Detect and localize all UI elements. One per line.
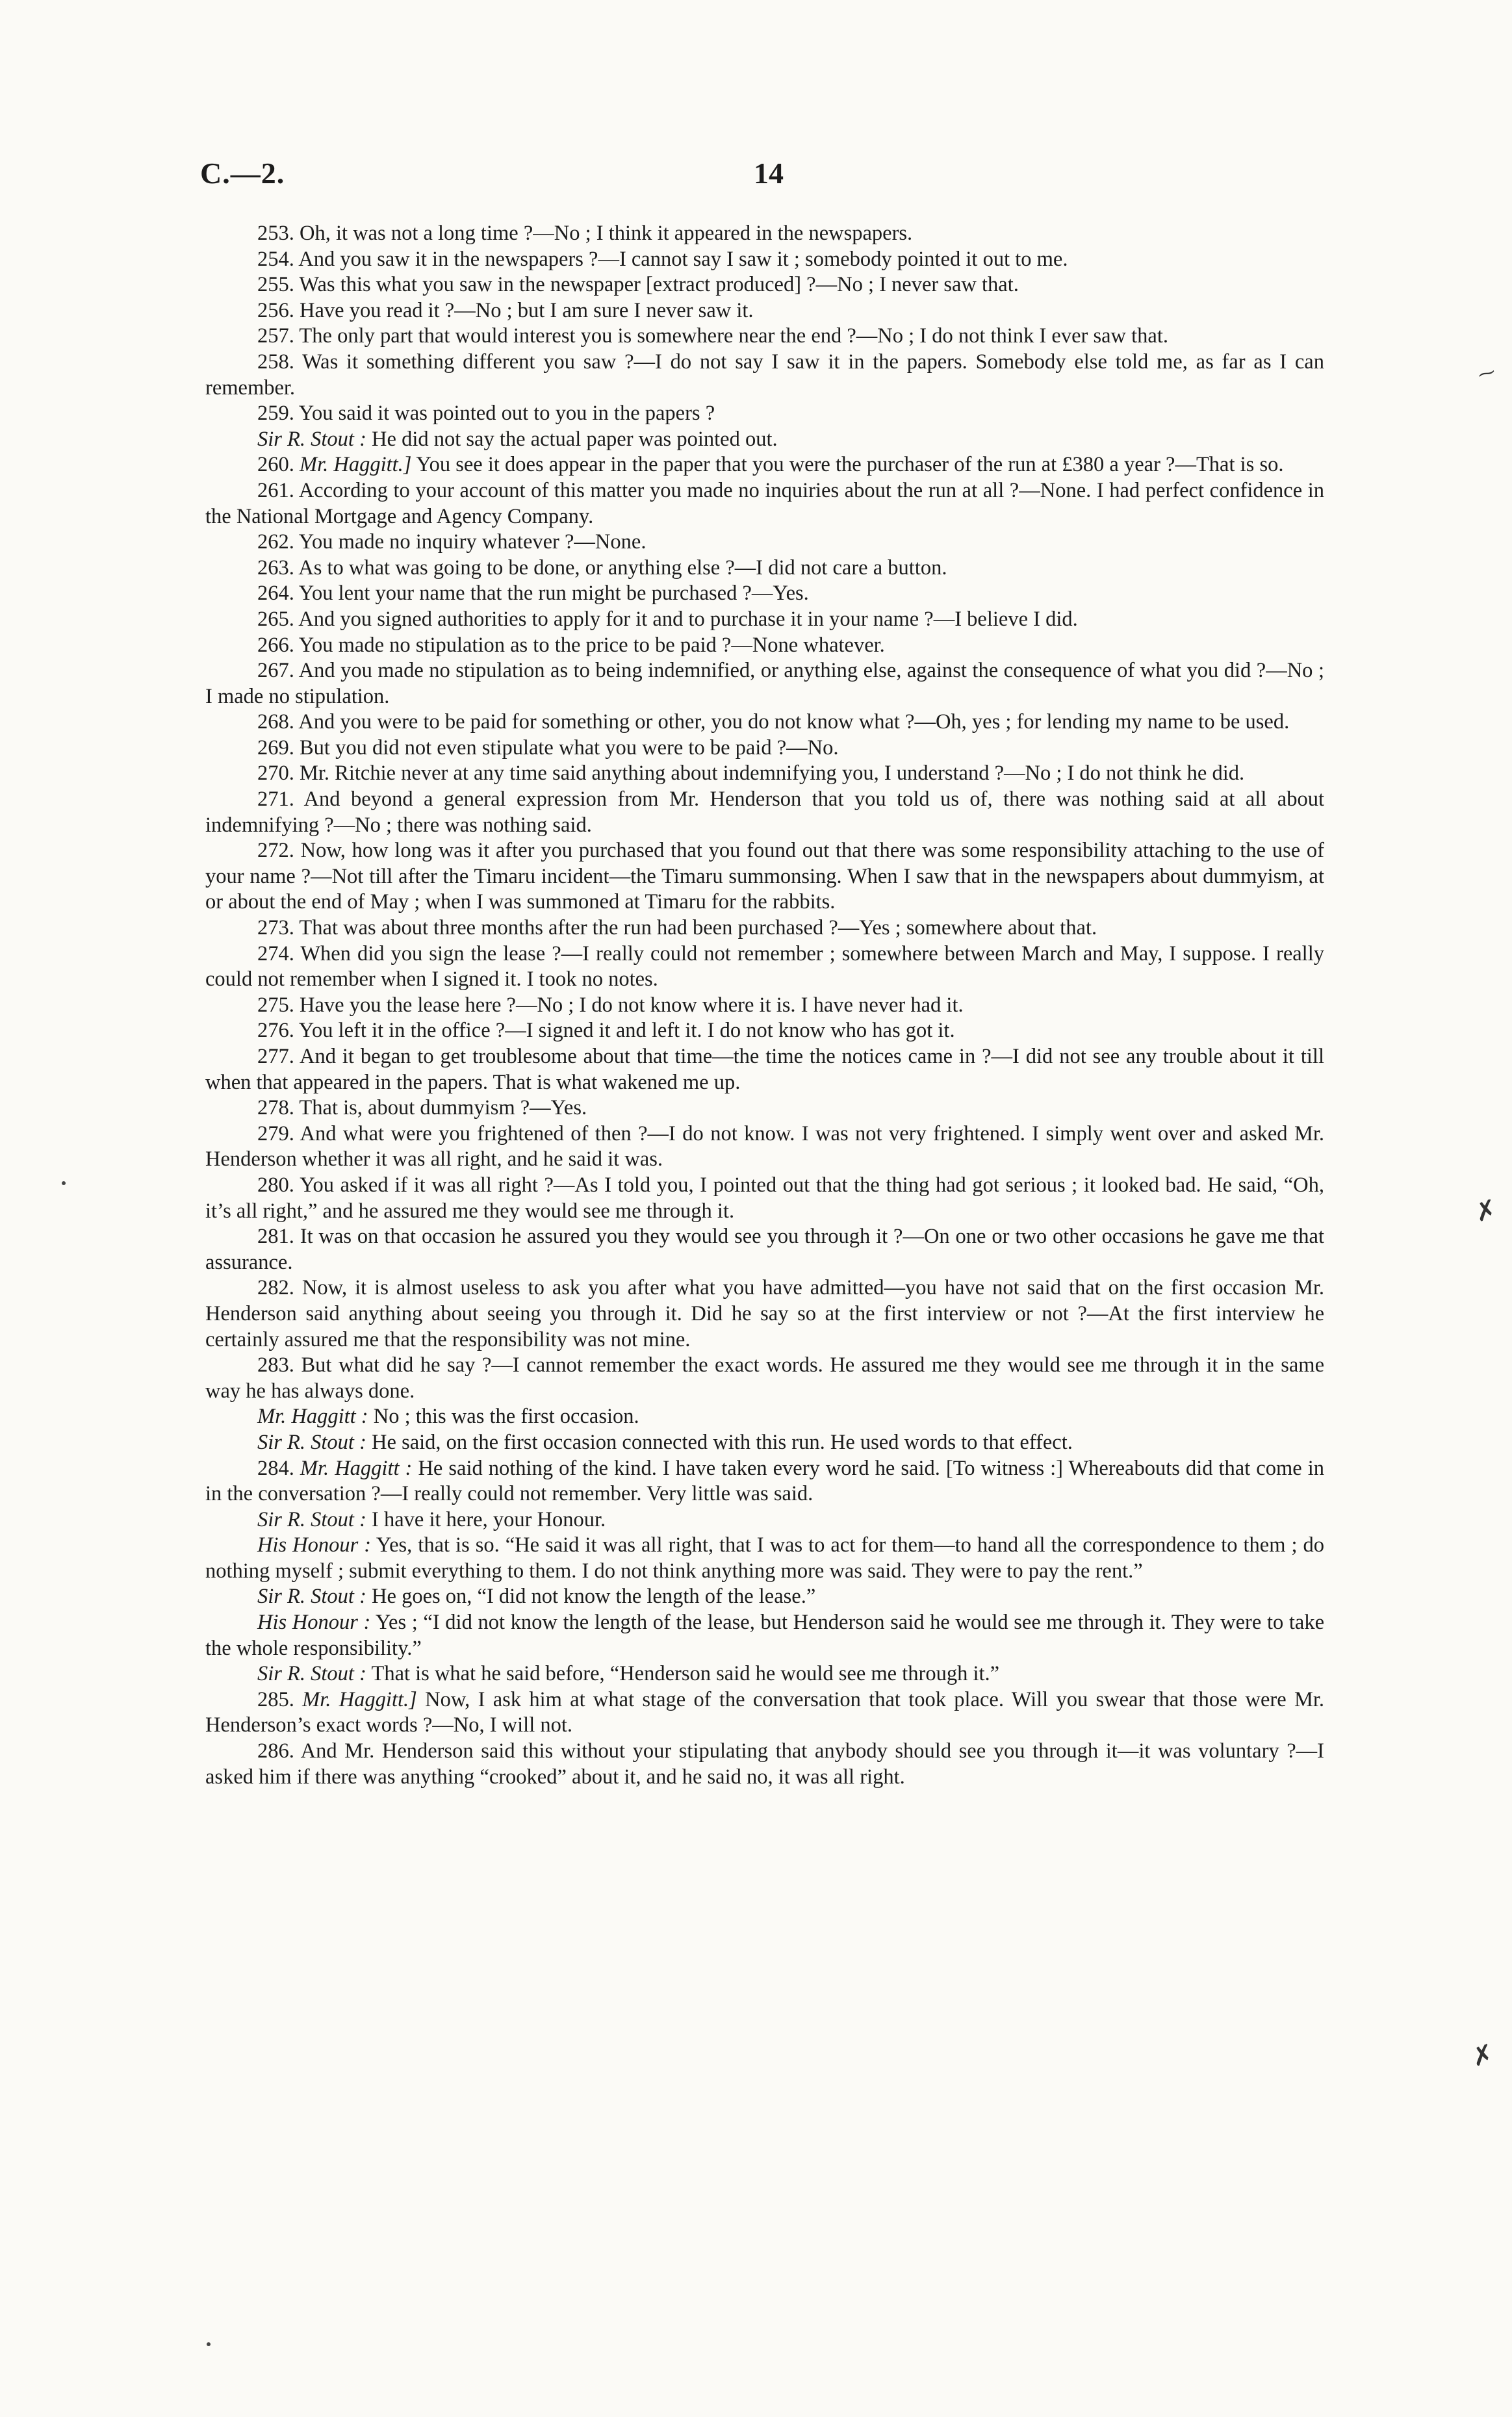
question-number: 270. xyxy=(257,761,294,786)
question-number: 260. xyxy=(257,453,294,477)
question-number: 273. xyxy=(257,916,294,940)
paragraph-text: The only part that would interest you is somewhere near the end ?—No ; I do not think I ever saw that. xyxy=(299,324,1168,348)
paragraph-text: You made no inquiry whatever ?—None. xyxy=(298,530,647,554)
paragraph-text: You said it was pointed out to you in the papers ? xyxy=(298,402,715,426)
testimony-paragraph xyxy=(205,1404,1324,1430)
paragraph-text: According to your account of this matter you made no inquiries about the run at all ?—None. I had perfect confidence in the National Mortgage and Agency Company. xyxy=(205,478,1324,528)
testimony-paragraph xyxy=(205,633,1324,659)
testimony-paragraph xyxy=(205,607,1324,633)
speaker-name: Sir R. Stout : xyxy=(257,1507,366,1531)
paragraph-text: You lent your name that the run might be purchased ?—Yes. xyxy=(298,582,809,606)
margin-mark-middle: ✗ xyxy=(1471,1194,1500,1228)
speaker-name: Sir R. Stout : xyxy=(257,1662,366,1686)
paragraph-text: And you saw it in the newspapers ?—I cannot say I saw it ; somebody pointed it out to me. xyxy=(298,247,1068,271)
paragraph-text: And beyond a general expression from Mr. Henderson that you told us of, there was nothing said at all about indemnifying ?—No ; there was nothing said. xyxy=(205,787,1324,837)
paragraph-text: It was on that occasion he assured you they would see you through it ?—On one or two other occasions he gave me that assurance. xyxy=(205,1225,1324,1274)
paragraph-text: And you were to be paid for something or other, you do not know what ?—Oh, yes ; for lending my name to be used. xyxy=(298,710,1290,734)
question-number: 253. xyxy=(257,222,294,245)
paragraph-text: You left it in the office ?—I signed it and left it. I do not know who has got it. xyxy=(298,1019,955,1043)
question-number: 278. xyxy=(257,1096,294,1120)
paragraph-text: And you made no stipulation as to being indemnified, or anything else, against the consequence of what you did ?—No ; I made no stipulation. xyxy=(205,659,1324,708)
speaker-name: Mr. Haggitt.] xyxy=(302,1687,417,1711)
document-code: C.—2. xyxy=(200,157,285,190)
question-number: 259. xyxy=(257,402,294,426)
speaker-name: Sir R. Stout : xyxy=(257,1430,366,1454)
paragraph-text: You asked if it was all right ?—As I told you, I pointed out that the thing had got serious ; it looked bad. He said, “Oh, it’s all right,” and he assured me they would see me through it. xyxy=(205,1173,1325,1223)
page-number: 14 xyxy=(754,157,784,190)
question-number: 262. xyxy=(257,530,294,554)
testimony-paragraph xyxy=(205,1456,1324,1507)
paragraph-text: Now, how long was it after you purchased that you found out that there was some responsibility attaching to the use of your name ?—Not till after the Timaru incident—the Timaru summonsing. When I saw that in the newspapers about dummyism, at or about the end of May ; when I was summoned at Timaru for the rabbits. xyxy=(205,839,1324,914)
paragraph-text: Have you the lease here ?—No ; I do not know where it is. I have never had it. xyxy=(300,993,964,1017)
testimony-paragraph xyxy=(205,1353,1324,1404)
testimony-paragraph xyxy=(205,556,1324,582)
paragraph-text: Yes ; “I did not know the length of the lease, but Henderson said he would see me through it. They were to take the whole responsibility.” xyxy=(205,1611,1324,1660)
question-number: 258. xyxy=(257,350,294,374)
speaker-name: His Honour : xyxy=(257,1533,372,1557)
testimony-paragraph xyxy=(205,298,1324,324)
paragraph-text: Was this what you saw in the newspaper [extract produced] ?—No ; I never saw that. xyxy=(299,273,1019,297)
question-number: 256. xyxy=(257,298,294,322)
testimony-paragraph xyxy=(205,1507,1324,1533)
testimony-paragraph xyxy=(205,1533,1324,1584)
speaker-name: Sir R. Stout : xyxy=(257,427,366,451)
margin-dot-bottom xyxy=(207,2342,211,2346)
testimony-paragraph xyxy=(205,1044,1324,1095)
testimony-paragraph xyxy=(205,401,1324,427)
speaker-name: Sir R. Stout : xyxy=(257,1585,366,1609)
paragraph-text: You see it does appear in the paper that you were the purchaser of the run at £380 a year ?—That is so. xyxy=(416,453,1284,477)
paragraph-text: Was it something different you saw ?—I do not say I saw it in the papers. Somebody else told me, as far as I can remember. xyxy=(205,350,1324,400)
paragraph-text: As to what was going to be done, or anything else ?—I did not care a button. xyxy=(298,556,947,580)
question-number: 272. xyxy=(257,839,294,863)
testimony-paragraph xyxy=(205,1687,1324,1739)
testimony-paragraph xyxy=(205,710,1324,735)
testimony-paragraph xyxy=(205,658,1324,710)
testimony-paragraph xyxy=(205,941,1324,993)
question-number: 279. xyxy=(257,1121,294,1145)
testimony-body xyxy=(205,221,1324,1790)
testimony-paragraph xyxy=(205,452,1324,478)
testimony-paragraph xyxy=(205,272,1324,298)
question-number: 277. xyxy=(257,1045,294,1068)
testimony-paragraph xyxy=(205,1739,1324,1790)
question-number: 283. xyxy=(257,1353,294,1377)
question-number: 282. xyxy=(257,1276,294,1300)
question-number: 269. xyxy=(257,735,294,760)
testimony-paragraph xyxy=(205,761,1324,787)
paragraph-text: And it began to get troublesome about that time—the time the notices came in ?—I did not see any trouble about it till when that appeared in the papers. That is what wakened me up. xyxy=(205,1045,1324,1094)
question-number: 265. xyxy=(257,607,294,631)
testimony-paragraph xyxy=(205,478,1324,530)
paragraph-text: But what did he say ?—I cannot remember the exact words. He assured me they would see me through it in the same way he has always done. xyxy=(205,1353,1324,1403)
paragraph-text: When did you sign the lease ?—I really could not remember ; somewhere between March and May, I suppose. I really could not remember when I signed it. I took no notes. xyxy=(205,941,1324,991)
paragraph-text: And what were you frightened of then ?—I do not know. I was not very frightened. I simply went over and asked Mr. Henderson whether it was all right, and he said it was. xyxy=(205,1121,1324,1171)
testimony-paragraph xyxy=(205,1584,1324,1610)
testimony-paragraph xyxy=(205,221,1324,247)
speaker-name: Mr. Haggitt.] xyxy=(300,453,412,477)
testimony-paragraph xyxy=(205,530,1324,556)
testimony-paragraph xyxy=(205,915,1324,941)
testimony-paragraph xyxy=(205,1121,1324,1173)
paragraph-text: Now, I ask him at what stage of the conversation that took place. Will you swear that those were Mr. Henderson’s exact words ?—No, I will not. xyxy=(205,1687,1324,1737)
paragraph-text: Have you read it ?—No ; but I am sure I never saw it. xyxy=(300,298,754,322)
paragraph-text: I have it here, your Honour. xyxy=(372,1507,606,1531)
testimony-paragraph xyxy=(205,1430,1324,1456)
question-number: 266. xyxy=(257,633,294,657)
question-number: 267. xyxy=(257,659,294,683)
question-number: 263. xyxy=(257,556,294,580)
testimony-paragraph xyxy=(205,993,1324,1019)
speaker-name: Mr. Haggitt : xyxy=(300,1456,413,1480)
question-number: 285. xyxy=(257,1687,294,1711)
paragraph-text: He goes on, “I did not know the length of the lease.” xyxy=(372,1585,816,1609)
paragraph-text: He did not say the actual paper was pointed out. xyxy=(372,427,778,451)
question-number: 276. xyxy=(257,1019,294,1043)
testimony-paragraph xyxy=(205,1018,1324,1044)
paragraph-text: You made no stipulation as to the price to be paid ?—None whatever. xyxy=(298,633,885,657)
paragraph-text: And you signed authorities to apply for it and to purchase it in your name ?—I believe I did. xyxy=(298,607,1078,631)
paragraph-text: That was about three months after the run had been purchased ?—Yes ; somewhere about that. xyxy=(299,916,1097,940)
testimony-paragraph xyxy=(205,787,1324,838)
margin-mark-top: ⁓ xyxy=(1476,362,1498,385)
testimony-paragraph xyxy=(205,1610,1324,1661)
question-number: 264. xyxy=(257,582,294,606)
testimony-paragraph xyxy=(205,324,1324,350)
paragraph-text: Mr. Ritchie never at any time said anything about indemnifying you, I understand ?—No ; I do not think he did. xyxy=(300,761,1245,786)
question-number: 271. xyxy=(257,787,294,812)
paragraph-text: That is, about dummyism ?—Yes. xyxy=(299,1096,587,1120)
speaker-name: His Honour : xyxy=(257,1611,371,1635)
question-number: 268. xyxy=(257,710,294,734)
question-number: 286. xyxy=(257,1739,294,1763)
question-number: 280. xyxy=(257,1173,294,1197)
testimony-paragraph xyxy=(205,735,1324,761)
paragraph-text: No ; this was the first occasion. xyxy=(373,1405,639,1429)
paragraph-text: But you did not even stipulate what you were to be paid ?—No. xyxy=(300,735,839,760)
question-number: 284. xyxy=(257,1456,294,1480)
margin-mark-bottom: ✗ xyxy=(1468,2038,1497,2073)
paragraph-text: Now, it is almost useless to ask you after what you have admitted—you have not said that on the first occasion Mr. Henderson said anything about seeing you through it. Did he say so at the first interview or not ?—At the first interview he certainly assured me that the responsibility was not mine. xyxy=(205,1276,1325,1351)
paragraph-text: And Mr. Henderson said this without your stipulating that anybody should see you through it—it was voluntary ?—I asked him if there was anything “crooked” about it, and he said no, it was all right. xyxy=(205,1739,1324,1789)
page-header xyxy=(195,156,1326,201)
margin-dot-left xyxy=(62,1181,66,1185)
question-number: 257. xyxy=(257,324,294,348)
paragraph-text: That is what he said before, “Henderson said he would see me through it.” xyxy=(371,1662,1000,1686)
testimony-paragraph xyxy=(205,1661,1324,1687)
testimony-paragraph xyxy=(205,1224,1324,1275)
paragraph-text: He said, on the first occasion connected with this run. He used words to that effect. xyxy=(372,1430,1073,1454)
question-number: 261. xyxy=(257,478,294,502)
paragraph-text: Oh, it was not a long time ?—No ; I think it appeared in the newspapers. xyxy=(300,222,913,245)
testimony-paragraph xyxy=(205,838,1324,915)
testimony-paragraph xyxy=(205,1095,1324,1121)
testimony-paragraph xyxy=(205,581,1324,607)
speaker-name: Mr. Haggitt : xyxy=(257,1405,368,1429)
testimony-paragraph xyxy=(205,1173,1324,1224)
testimony-paragraph xyxy=(205,1275,1324,1353)
question-number: 254. xyxy=(257,247,294,271)
testimony-paragraph xyxy=(205,350,1324,401)
paragraph-text: Yes, that is so. “He said it was all right, that I was to act for them—to hand all the correspondence to them ; do nothing myself ; submit everything to them. I do not think anything more was said. They were to pay the rent.” xyxy=(205,1533,1324,1583)
paragraph-text: He said nothing of the kind. I have taken every word he said. [To witness :] Whereabouts did that come in in the conversation ?—I really could not remember. Very little was said. xyxy=(205,1456,1325,1506)
question-number: 255. xyxy=(257,273,294,297)
testimony-paragraph xyxy=(205,427,1324,453)
question-number: 281. xyxy=(257,1225,294,1249)
testimony-paragraph xyxy=(205,247,1324,273)
question-number: 275. xyxy=(257,993,294,1017)
question-number: 274. xyxy=(257,941,294,966)
